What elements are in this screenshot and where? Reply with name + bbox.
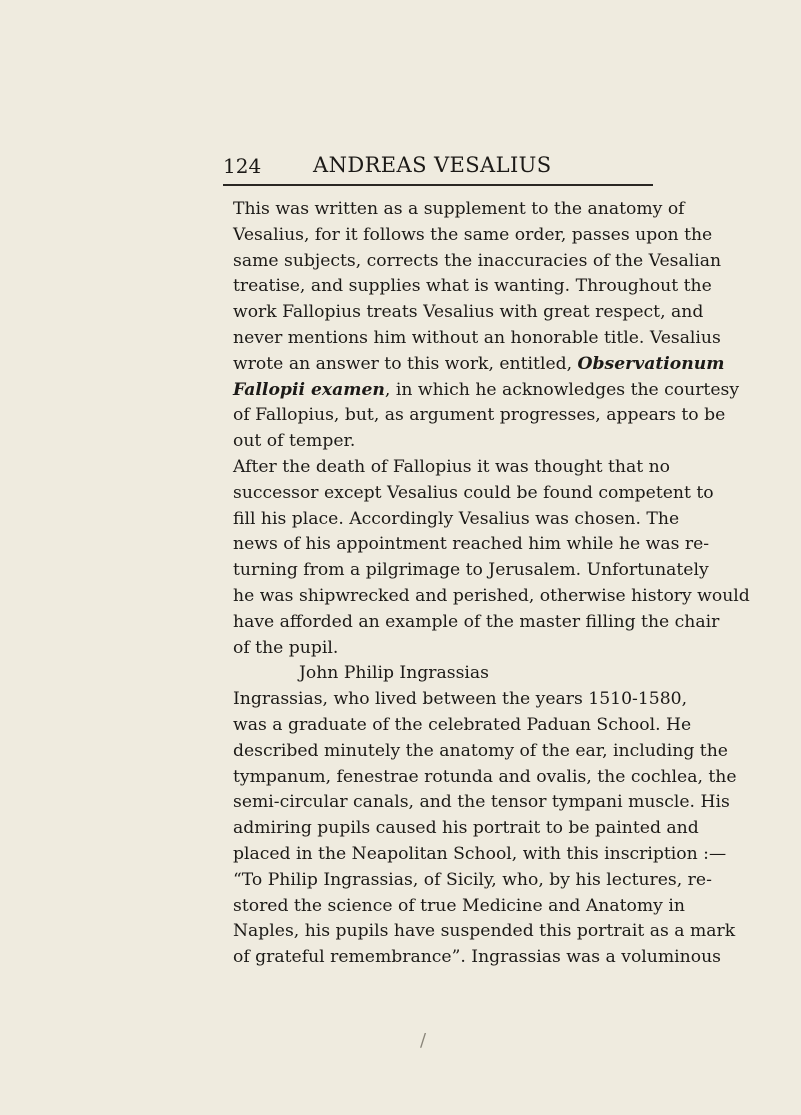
body-text	[233, 197, 750, 971]
text-line: of the pupil.	[233, 637, 339, 658]
page-header	[223, 150, 653, 180]
text-line: described minutely the anatomy of the ear, including the	[233, 740, 728, 761]
text-line: work Fallopius treats Vesalius with great respect, and	[233, 302, 704, 323]
text-line: Vesalius, for it follows the same order, passes upon the	[233, 224, 713, 245]
text-line: turning from a pilgrimage to Jerusalem. Unfortunately	[233, 560, 709, 581]
text-line: never mentions him without an honorable title. Vesalius	[233, 327, 721, 348]
text-line: same subjects, corrects the inaccuracies of the Vesalian	[233, 250, 722, 271]
text-line: was a graduate of the celebrated Paduan School. He	[233, 714, 692, 735]
text-line: This was written as a supplement to the anatomy of	[233, 199, 685, 219]
text-line-with-title	[233, 378, 740, 404]
text-line: Ingrassias, who lived between the years 1510-1580,	[233, 689, 688, 710]
text-line: of grateful remembrance”. Ingrassias was a voluminous	[233, 947, 721, 968]
stray-pencil-mark: /	[420, 1030, 427, 1051]
text-line: “To Philip Ingrassias, of Sicily, who, by his lectures, re-	[233, 869, 712, 890]
text-line: semi-circular canals, and the tensor tympani muscle. His	[233, 792, 730, 813]
text-line: news of his appointment reached him while he was re-	[233, 534, 710, 555]
text-line: tympanum, fenestrae rotunda and ovalis, the cochlea, the	[233, 766, 737, 787]
book-title-italic: Observationum	[577, 353, 725, 374]
text-line: admiring pupils caused his portrait to be painted and	[233, 818, 699, 839]
text-line: placed in the Neapolitan School, with this inscription :—	[233, 843, 727, 864]
text-segment: wrote an answer to this work, entitled,	[233, 353, 578, 374]
text-line: out of temper.	[233, 431, 356, 452]
text-line: treatise, and supplies what is wanting. Throughout the	[233, 276, 712, 297]
text-line: stored the science of true Medicine and Anatomy in	[233, 895, 685, 916]
text-line: After the death of Fallopius it was thought that no	[233, 456, 671, 477]
header-rule	[223, 184, 653, 186]
running-title: ANDREAS VESALIUS	[313, 153, 552, 177]
text-line: Naples, his pupils have suspended this portrait as a mark	[233, 921, 736, 942]
text-line: have afforded an example of the master filling the chair	[233, 611, 720, 632]
text-segment: , in which he acknowledges the courtesy	[384, 379, 740, 400]
section-heading: John Philip Ingrassias	[299, 663, 489, 684]
text-line: he was shipwrecked and perished, otherwise history would	[233, 585, 750, 606]
text-line: successor except Vesalius could be found competent to	[233, 482, 714, 503]
text-line: fill his place. Accordingly Vesalius was chosen. The	[233, 508, 680, 529]
text-line-with-title	[233, 352, 725, 378]
text-line: of Fallopius, but, as argument progresses, appears to be	[233, 405, 726, 426]
page-number: 124	[223, 154, 262, 178]
book-title-italic: Fallopii examen	[233, 379, 385, 400]
